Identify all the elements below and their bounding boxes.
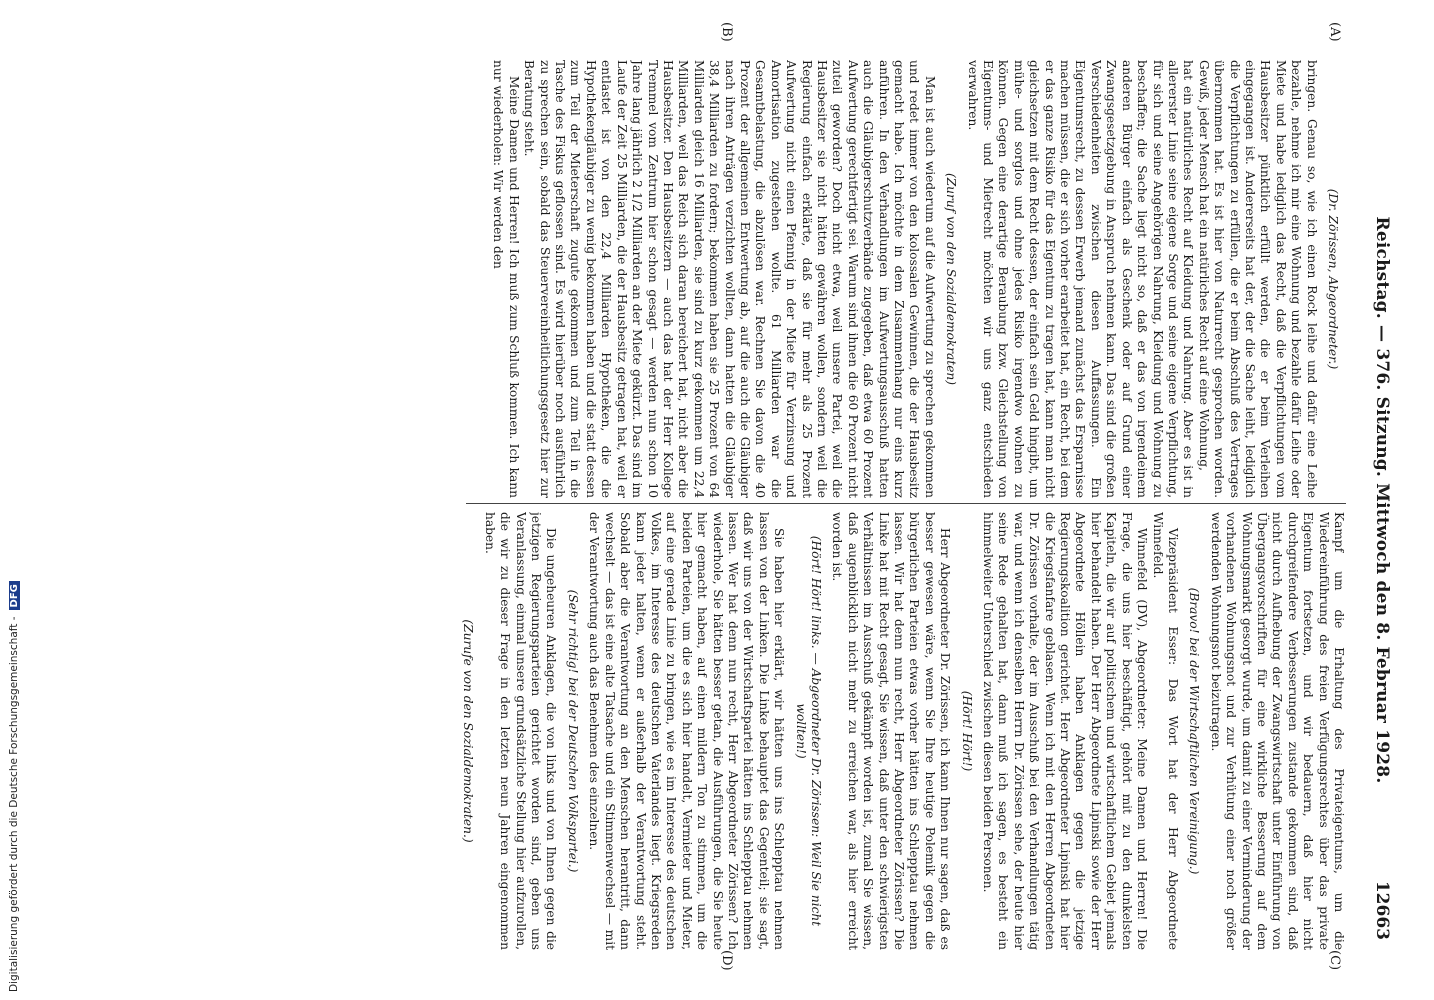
left-column [490,60,1346,498]
page-number: 12663 [1372,880,1392,940]
interjection: (Zurufe von den Sozialdemokraten.) [461,619,476,843]
page-header [1366,60,1392,940]
paragraph: bringen. Genau so, wie ich einen Rock leihe und dafür eine Leihe bezahle, nehme ich mir eine Wohnung und bezahle dafür Leihe oder Miete und habe lediglich das Recht, daß die Verpflichtungen vom Hausbesitzer pünktlich erfüllt werden, die er beim Verleihen eingegangen ist. Andererseits hat der, der die Sache leiht, lediglich die Verpflichtungen zu erfüllen, die er beim Abschluß des Vertrages übernommen hat. Es ist hier von Naturrecht gesprochen worden. Gewiß, jeder Mensch hat ein natürliches Recht auf eine Wohnung, [1196,60,1319,498]
page-title: Reichstag. — 376. Sitzung. Mittwoch den 8. Februar 1928. [1372,216,1392,784]
margin-mark-b: (B) [719,22,734,42]
digitization-footer [6,2,20,992]
right-column [454,512,1346,950]
paragraph: Herr Abgeordneter Dr. Zörissen, ich kann Ihnen nur sagen, daß es besser gewesen wäre, wenn Sie Ihre heutige Polemik gegen die bürgerlichen Parteien etwas vorher hätten ins Schlepptau nehmen lassen. Wir hat denn nun recht, Herr Abgeordneter Zörissen? Die Linke hat mit Recht gesagt, Sie wissen, daß unter den schwierigsten Verhältnissen im Ausschuß gekämpft worden ist, zumal Sie wissen, daß augenblicklich nicht mehr zu erreichen war, als hier erreicht worden ist. [830,512,953,950]
interjection: (Sehr richtig! bei der Deutschen Volkspartei.) [565,589,580,873]
paragraph: Vizepräsident Esser: Das Wort hat der Herr Abgeordnete Winnefeld. [1150,512,1180,950]
interjection: (Hört! Hört!) [959,690,974,772]
paragraph: Meine Damen und Herren! Ich muß zum Schluß kommen. Ich kann nur wiederholen: Wir werden den [491,60,521,498]
margin-mark-a: (A) [1327,22,1342,42]
interjection: (Hört! Hört! links. — Abgeordneter Dr. Zörissen: Weil Sie nicht wollten!) [793,535,823,927]
paragraph: hat ein natürliches Recht auf Kleidung und Nahrung. Aber es ist in allererster Linie seine eigene Sorge und seine eigene Verpflichtung, für sich und seine Angehörigen Nahrung, Kleidung und Wohnung zu beschaffen; die Sache liegt nicht so, daß er das von irgendeinem anderen Bürger einfach als Geschenk oder auf Grund einer Zwangsgesetzgebung in Anspruch nehmen kann. Das sind die großen Verschiedenheiten zwischen diesen Auffassungen. Ein Eigentumsrecht, zu dessen Erwerb jemand zunächst das Ersparnisse machen müssen, die er sich vorher erarbeitet hat, ein Recht, bei dem er das ganze Risiko für das Eigentum zu tragen hat, kann man nicht gleichsetzen mit dem Recht dessen, der einfach sein Geld hingibt, um mühe- und sorglos und ohne jedes Risiko irgendwo wohnen zu können. Gegen eine derartige Beraubung bzw. Gleichstellung von Eigentums- und Mietrecht möchten wir uns ganz entschieden verwahren. [965,60,1196,498]
footer-text: Digitalisierung gefördert durch die Deutsche Forschungsgemeinschaft - [8,616,20,992]
interjection: (Bravo! bei der Wirtschaftlichen Vereinigung.) [1187,587,1202,875]
interjection: (Zuruf von den Sozialdemokraten) [944,172,959,386]
paragraph: Winnefeld (DV), Abgeordneter: Meine Damen und Herren! Die Frage, die uns hier beschäftigt, gehört mit zu den dunkelsten Kapiteln, die wir auf politischem und wirtschaftlichem Gebiet jemals hier behandelt haben. Der Herr Abgeordnete Lipinski sowie der Herr Abgeordnete Höllein haben Anklagen gegen die jetzige Regierungskoalition gerichtet. Herr Abgeordneter Lipinski hat hier die Kriegsfanfare geblasen. Wenn ich mit den Herren Abgeordneten Dr. Zörissen vorhalte, der im Ausschuß bei den Verhandlungen tätig war, und wenn ich denselben Herrn Dr. Zörissen sehe, der heute hier seine Rede gehalten hat, dann muß ich sagen, es besteht ein himmelweiter Unterschied zwischen diesen beiden Personen. [981,512,1150,950]
paragraph: Sie haben hier erklärt, wir hätten uns ins Schlepptau nehmen lassen von der Linken. Die Linke behauptet das Gegenteil; sie sagt, daß wir uns von der Wirtschaftspartei hätten ins Schlepptau nehmen lassen. Wer hat denn nun recht, Herr Abgeordneter Zörissen? Ich wiederhole, Sie hätten besser getan, die Ausführungen, die Sie heute hier gemacht haben, auf einen mildern Ton zu stimmen, um die beiden Parteien, um die es sich hier handelt, Vermieter und Mieter, auf eine gerade Linie zu bringen, wie es im Interesse des deutschen Volkes, im Interesse des deutschen Vaterlandes liegt. Kriegsreden kann jeder halten, wenn er außerhalb der Verantwortung steht. Sobald aber die Verantwortung an den Menschen herantritt, dann wechselt — das ist eine alte Tatsache und ein Stimmenwechsel — mit der Verantwortung auch das Benehmen des einzelnen. [587,512,787,950]
paragraph: Kampf um die Erhaltung des Privateigentums, um die Wiedereinführung des freien Verfügungsrechtes über das private Eigentum fortsetzen, und wir bedauern, daß hier nicht durchgreifendere Verbesserungen zustande gekommen sind, daß nicht durch Aufhebung der Zwangswirtschaft unter Einführung von Übergangsvorschriften für eine wirkliche Besserung auf dem Wohnungsmarkt gesorgt wurde, um damit zu einer Verminderung der vorhandenen Wohnungsnot und zur Verhütung einer noch größer werdenden Wohnungsnot beizutragen. [1208,512,1346,950]
dfg-logo: DFG [9,581,20,610]
column-divider [466,503,1346,504]
footer-text-wrap [8,581,20,992]
speaker-ref: (Dr. Zörissen, Abgeordneter.) [1326,188,1340,370]
margin-mark-c: (C) [1327,950,1342,971]
margin-mark-d: (D) [719,950,734,971]
paragraph: Die ungeheuren Anklagen, die von links und von Ihnen gegen die jetzigen Regierungsparteien gerichtet worden sind, geben uns Veranlassung, einmal unsere grundsätzliche Stellung hier aufzurollen, die wir zu dieser Frage in den letzten neun Jahren eingenommen haben. [482,512,559,950]
paragraph: Man ist auch wiederum auf die Aufwertung zu sprechen gekommen und redet immer von den kolossalen Gewinnen, die der Hausbesitz gemacht habe. Ich möchte in dem Zusammenhang nur eins kurz anführen. In den Verhandlungen im Aufwertungsausschuß hatten auch die Gläubigerschutzverbände zugegeben, daß etwa 60 Prozent Aufwertung gerechtfertigt sei. Warum sind ihnen die 60 Prozent nicht zuteil geworden? Doch nicht etwa, weil unsere Partei, weil die Hausbesitzer sie nicht hätten gewähren wollen, sondern weil die Regierung einfach erklärte, daß sie für mehr als 25 Prozent Aufwertung nicht einen Pfennig in der Miete für Verzinsung und Amortisation zugestehen wollte. 61 Milliarden war die Gesamtbelastung, die abzulösen war. Rechnen Sie davon die 40 Prozent der allgemeinen Entwertung ab, auf die auch die Gläubiger nach ihren Anträgen verzichten wollten, dann hatten die Gläubiger 38,4 Milliarden zu fordern; bekommen haben sie 25 Prozent von 64 Milliarden gleich 16 Milliarden, sie sind zu kurz gekommen um 22,4 Milliarden, weil das Reich sich daran bereichert hat, nicht aber die Hausbesitzer. Den Hausbesitzern — auch das hat der Herr Kollege Tremmel vom Zentrum hier schon gesagt — werden nun schon 10 Jahre lang jährlich 2 1/2 Milliarden an der Miete gekürzt. Das sind im Laufe der Zeit 25 Milliarden, die der Hausbesitz getragen hat, weil er entlastet ist von den 22,4 Milliarden Hypotheken, die die Hypothekengläubiger zu wenig bekommen haben und die statt dessen zum Teil der Mieterschaft zugute gekommen und zum Teil in die Tasche des Fiskus geflossen sind. Es wird hierüber noch ausführlich zu sprechen sein, sobald das Steuervereinheitlichungsgesetz hier zur Beratung steht. [522,60,937,498]
